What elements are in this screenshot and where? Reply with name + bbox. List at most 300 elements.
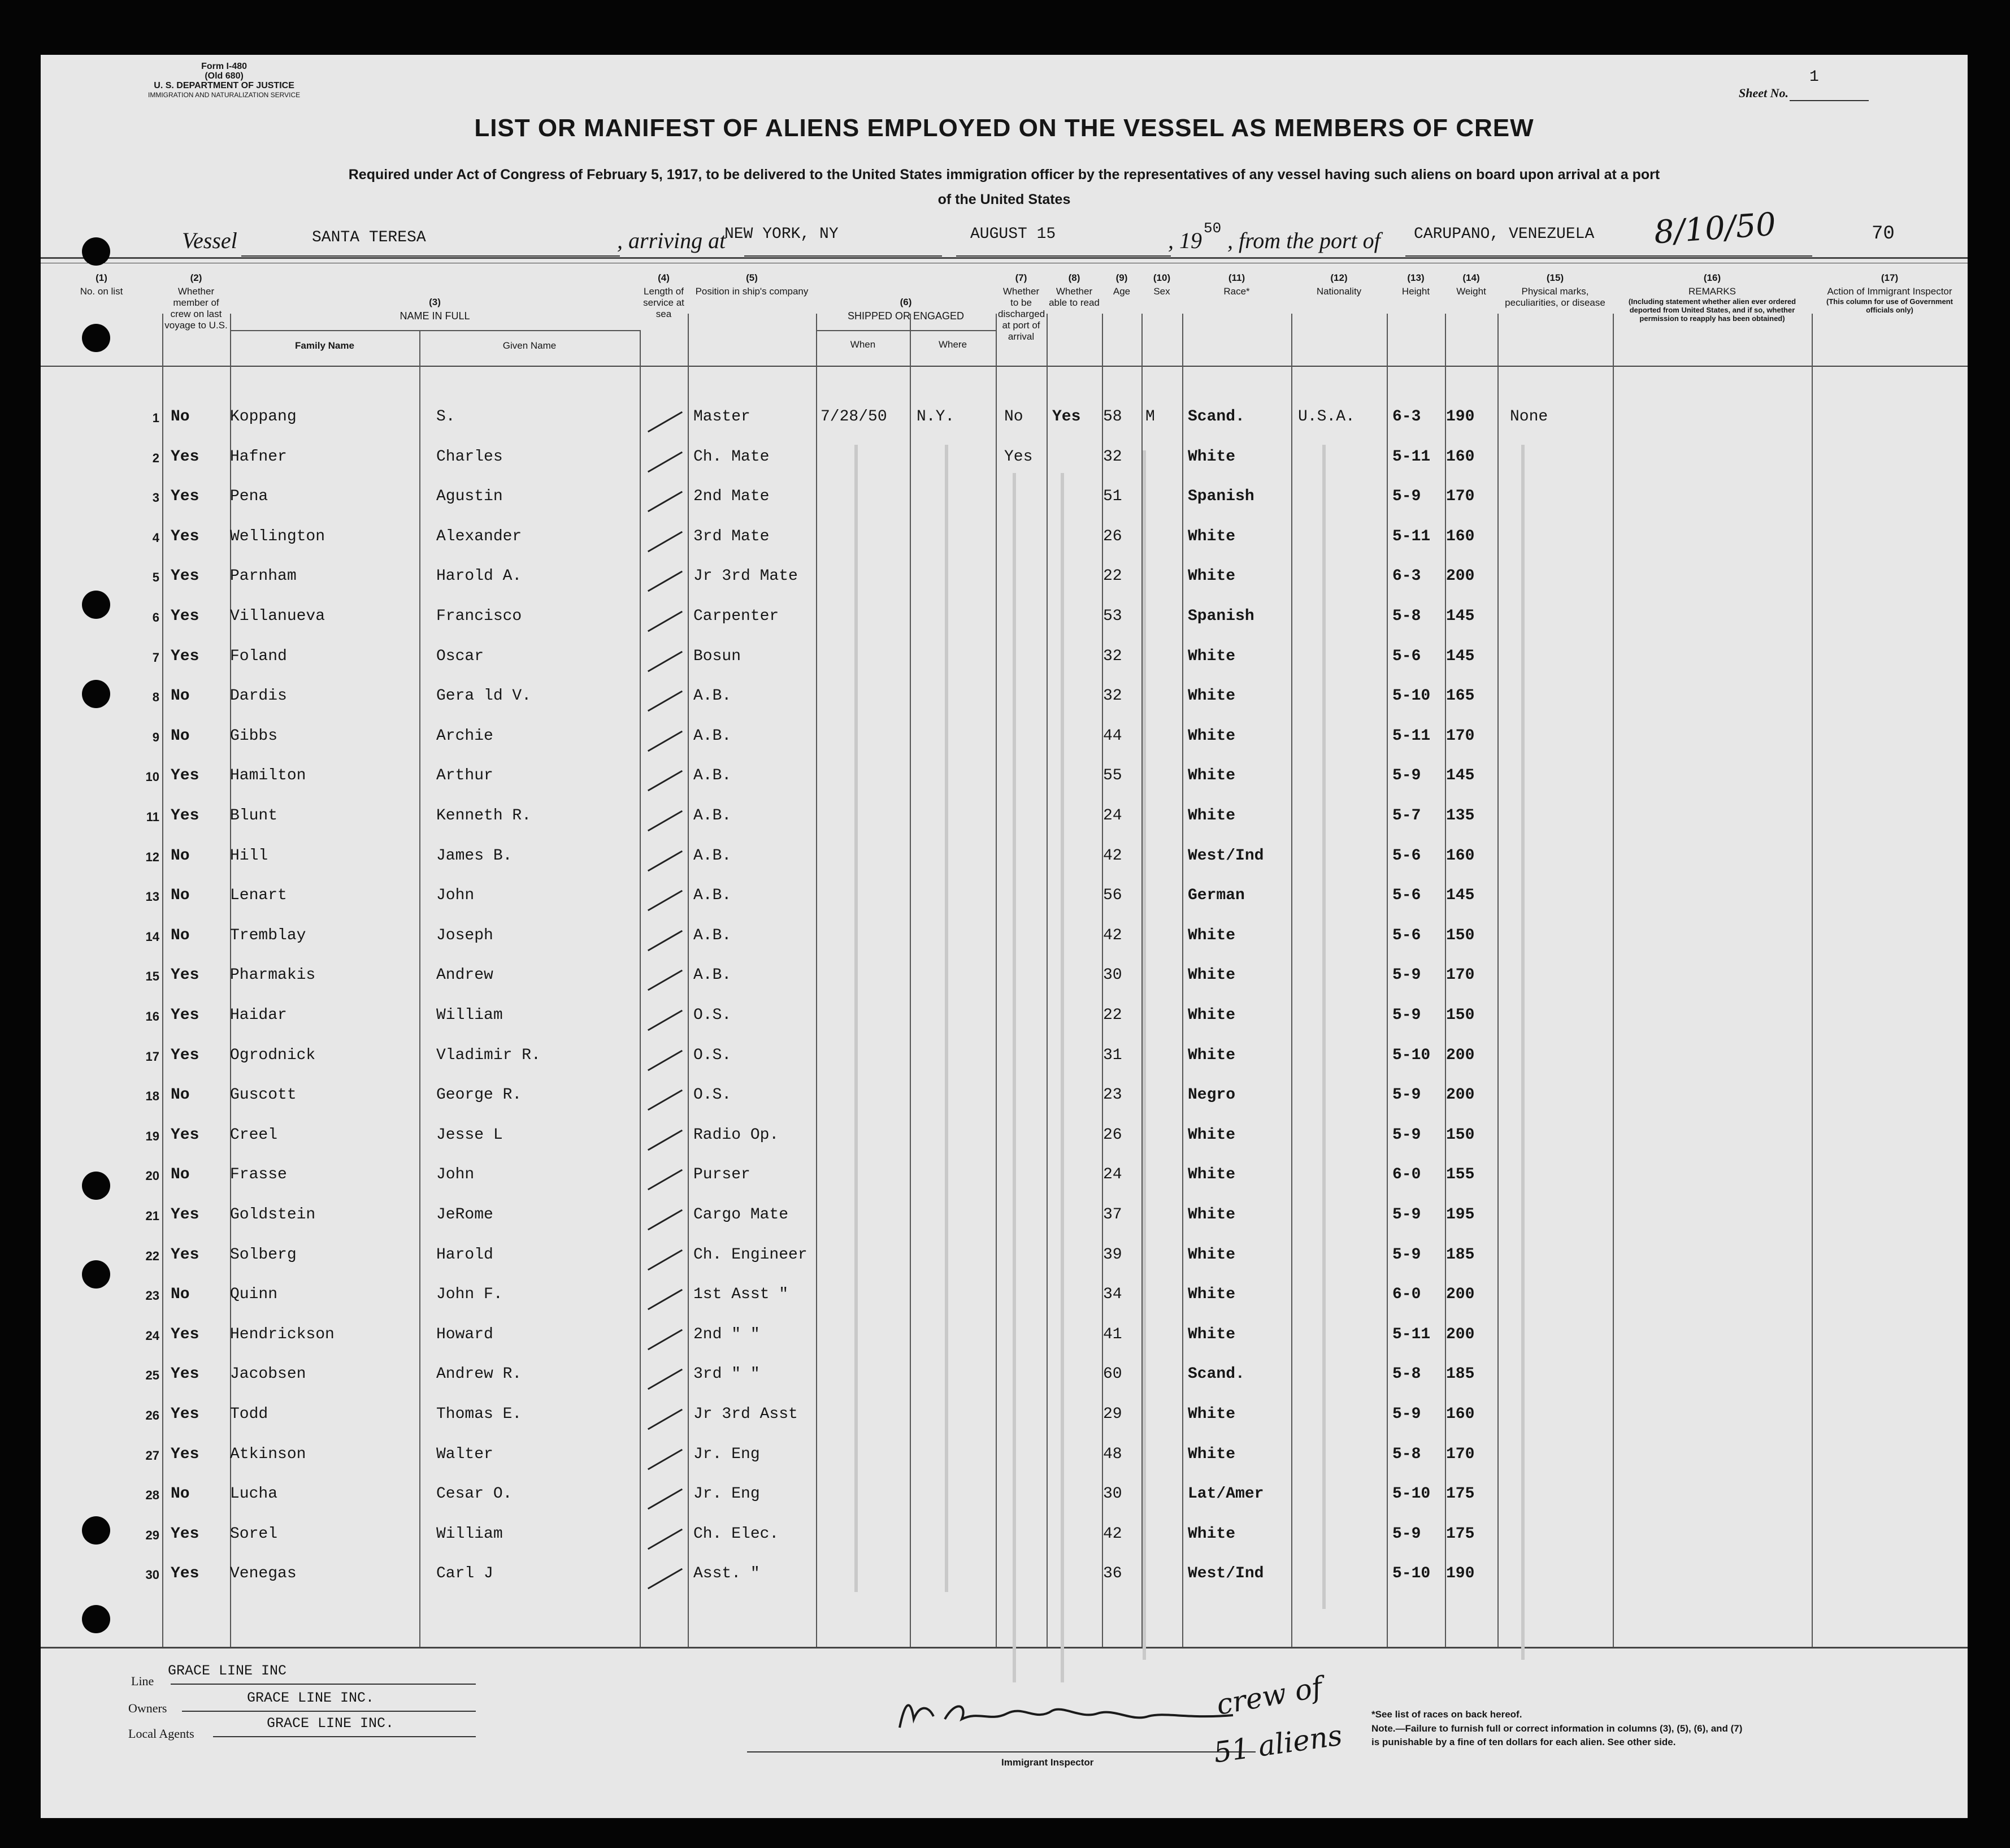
cell-no: 1 (152, 411, 159, 425)
cell-no: 8 (152, 690, 159, 705)
cell-weight: 150 (1446, 1007, 1475, 1024)
punch-hole (82, 1260, 110, 1289)
cell-family: Solberg (230, 1246, 297, 1264)
table-row (41, 1323, 1968, 1363)
cell-no: 4 (152, 530, 159, 545)
cell-race: West/Ind (1188, 1565, 1264, 1583)
agents-label: Local Agents (128, 1726, 194, 1741)
cell-weight: 185 (1446, 1246, 1475, 1264)
column-header (1447, 272, 1495, 297)
cell-race: White (1188, 448, 1236, 466)
cell-age: 22 (1103, 1007, 1122, 1024)
cell-race: White (1188, 1525, 1236, 1543)
vessel-name: SANTA TERESA (312, 229, 426, 246)
cell-position: O.S. (693, 1046, 732, 1064)
cell-no: 10 (145, 770, 159, 784)
handwritten-date: 8/10/50 (1652, 206, 1777, 251)
cell-weight: 170 (1446, 727, 1475, 745)
sheet-number: 1 (1809, 68, 1819, 86)
table-row (41, 1482, 1968, 1522)
cell-height: 5-11 (1392, 1325, 1431, 1343)
service-check-mark (648, 650, 683, 672)
owners-underline (182, 1711, 476, 1712)
table-row (41, 804, 1968, 844)
cell-marks: None (1510, 408, 1548, 426)
cell-height: 5-9 (1392, 767, 1421, 785)
column-label: Age (1113, 286, 1131, 297)
cell-family: Koppang (230, 408, 297, 426)
service-check-mark (648, 571, 683, 592)
service-check-mark (648, 1169, 683, 1191)
cell-family: Pharmakis (230, 966, 316, 984)
service-check-mark (648, 730, 683, 752)
cell-age: 44 (1103, 727, 1122, 745)
cell-height: 5-11 (1392, 527, 1431, 545)
column-number: (15) (1546, 272, 1564, 283)
name-subheader-line (230, 330, 640, 331)
cell-weight: 200 (1446, 1286, 1475, 1304)
cell-given: JeRome (436, 1206, 493, 1224)
cell-weight: 185 (1446, 1365, 1475, 1383)
column-label: Length of service at sea (643, 286, 684, 319)
column-header (1144, 272, 1180, 297)
cell-family: Parnham (230, 567, 297, 585)
column-number: (6) (900, 297, 912, 307)
cell-no: 12 (145, 849, 159, 864)
cell-race: White (1188, 1246, 1236, 1264)
sheet-number-line (1790, 100, 1869, 101)
cell-race: White (1188, 926, 1236, 944)
cell-no: 20 (145, 1169, 159, 1183)
year-suffix: 50 (1204, 220, 1222, 237)
form-number: Form I-480 (201, 62, 248, 71)
agents-value: GRACE LINE INC. (267, 1715, 394, 1732)
cell-race: White (1188, 767, 1236, 785)
cell-age: 37 (1103, 1206, 1122, 1224)
cell-family: Blunt (230, 807, 278, 825)
cell-prev: Yes (171, 527, 199, 545)
cell-height: 5-8 (1392, 608, 1421, 625)
cell-given: S. (436, 408, 455, 426)
cell-race: Spanish (1188, 608, 1254, 625)
owners-value: GRACE LINE INC. (247, 1690, 375, 1706)
cell-weight: 200 (1446, 567, 1475, 585)
cell-race: White (1188, 1325, 1236, 1343)
cell-weight: 145 (1446, 767, 1475, 785)
cell-family: Foland (230, 647, 287, 665)
service-check-mark (648, 1129, 683, 1151)
cell-no: 15 (145, 969, 159, 984)
column-number: (7) (1015, 272, 1027, 283)
cell-no: 9 (152, 730, 159, 744)
column-header (1615, 272, 1809, 323)
handwritten-alien-count: 51 aliens (1212, 1719, 1344, 1769)
arrival-date: AUGUST 15 (970, 225, 1056, 243)
service-check-mark (648, 970, 683, 991)
cell-race: West/Ind (1188, 847, 1264, 865)
cell-position: Ch. Elec. (693, 1525, 779, 1543)
cell-position: Jr. Eng (693, 1445, 760, 1463)
cell-family: Ogrodnick (230, 1046, 316, 1064)
service-check-mark (648, 611, 683, 632)
ditto-mark (1322, 445, 1326, 1609)
service-check-mark (648, 1489, 683, 1510)
cell-weight: 135 (1446, 807, 1475, 825)
cell-weight: 150 (1446, 1126, 1475, 1144)
ditto-mark (1143, 450, 1146, 1660)
service-check-mark (648, 1209, 683, 1231)
cell-no: 13 (145, 890, 159, 904)
cell-height: 5-10 (1392, 1485, 1431, 1503)
cell-position: O.S. (693, 1007, 732, 1024)
cell-height: 5-9 (1392, 1086, 1421, 1104)
cell-height: 5-9 (1392, 488, 1421, 506)
cell-given: Carl J (436, 1565, 493, 1583)
cell-prev: Yes (171, 567, 199, 585)
cell-height: 5-9 (1392, 1007, 1421, 1024)
cell-age: 30 (1103, 1485, 1122, 1503)
column-number: (14) (1462, 272, 1480, 283)
service-check-mark (648, 1010, 683, 1031)
table-row (41, 1522, 1968, 1563)
cell-age: 53 (1103, 608, 1122, 625)
cell-given: Andrew (436, 966, 493, 984)
cell-height: 5-9 (1392, 1525, 1421, 1543)
line-label: Line (131, 1674, 154, 1688)
cell-race: White (1188, 807, 1236, 825)
cell-weight: 165 (1446, 687, 1475, 705)
cell-discharged: No (1004, 408, 1023, 426)
column-header (818, 297, 993, 322)
column-number: (11) (1228, 272, 1245, 283)
cell-position: Radio Op. (693, 1126, 779, 1144)
cell-no: 24 (145, 1328, 159, 1343)
service-check-mark (648, 531, 683, 552)
cell-prev: Yes (171, 1565, 199, 1583)
cell-age: 55 (1103, 767, 1122, 785)
service-check-mark (648, 1329, 683, 1350)
cell-family: Villanueva (230, 608, 325, 625)
column-label: Height (1401, 286, 1430, 297)
cell-weight: 195 (1446, 1206, 1475, 1224)
cell-no: 2 (152, 450, 159, 465)
cell-position: Asst. " (693, 1565, 760, 1583)
table-row (41, 645, 1968, 685)
cell-given: Howard (436, 1325, 493, 1343)
cell-height: 6-0 (1392, 1286, 1421, 1304)
service-check-mark (648, 1528, 683, 1550)
column-header (1293, 272, 1384, 297)
cell-height: 5-11 (1392, 448, 1431, 466)
column-header (1500, 272, 1610, 309)
subtitle-line-1: Required under Act of Congress of February 5, 1917, to be delivered to the United States immigration officer by the representatives of any vessel having such aliens on board upon arrival at a port (348, 167, 1660, 183)
column-number: (8) (1068, 272, 1080, 283)
service-check-mark (648, 1448, 683, 1470)
column-header (642, 272, 685, 320)
cell-family: Venegas (230, 1565, 297, 1583)
cell-no: 26 (145, 1408, 159, 1422)
line-value: GRACE LINE INC (168, 1663, 287, 1679)
ditto-mark (854, 445, 858, 1592)
cell-when: 7/28/50 (821, 408, 887, 426)
cell-height: 5-6 (1392, 887, 1421, 905)
service-check-mark (648, 770, 683, 792)
cell-prev: No (171, 1166, 190, 1184)
cell-height: 5-7 (1392, 807, 1421, 825)
cell-given: Arthur (436, 767, 493, 785)
cell-family: Dardis (230, 687, 287, 705)
cell-race: White (1188, 527, 1236, 545)
cell-given: John (436, 887, 475, 905)
cell-height: 5-8 (1392, 1365, 1421, 1383)
table-row (41, 605, 1968, 645)
column-label: Sex (1153, 286, 1170, 297)
column-number: (10) (1153, 272, 1171, 283)
inspector-label: Immigrant Inspector (1001, 1757, 1094, 1768)
cell-given: Vladimir R. (436, 1046, 541, 1064)
service-check-mark (648, 810, 683, 832)
corner-note: 70 (1872, 223, 1895, 245)
column-header (43, 272, 160, 297)
column-number: (9) (1115, 272, 1128, 283)
cell-position: Jr. Eng (693, 1485, 760, 1503)
cell-age: 36 (1103, 1565, 1122, 1583)
cell-given: John (436, 1166, 475, 1184)
cell-family: Wellington (230, 527, 325, 545)
cell-age: 26 (1103, 527, 1122, 545)
column-label: Action of Immigrant Inspector (1827, 286, 1952, 297)
cell-position: A.B. (693, 727, 732, 745)
cell-given: Cesar O. (436, 1485, 513, 1503)
cell-age: 41 (1103, 1325, 1122, 1343)
ditto-mark (1061, 473, 1064, 1682)
cell-no: 11 (146, 810, 159, 824)
subheader-family: Family Name (295, 340, 354, 351)
cell-height: 5-11 (1392, 727, 1431, 745)
cell-family: Tremblay (230, 926, 306, 944)
cell-weight: 200 (1446, 1325, 1475, 1343)
cell-age: 32 (1103, 687, 1122, 705)
cell-weight: 200 (1446, 1046, 1475, 1064)
note-races: *See list of races on back hereof. (1371, 1709, 1522, 1720)
from-underline (1405, 255, 1812, 257)
cell-sex: M (1145, 408, 1155, 426)
column-header (1389, 272, 1443, 297)
note-penalty-2: is punishable by a fine of ten dollars for each alien. See other side. (1371, 1737, 1676, 1747)
column-label: REMARKS (1688, 286, 1736, 297)
cell-race: White (1188, 567, 1236, 585)
service-check-mark (648, 1289, 683, 1311)
cell-position: Jr 3rd Mate (693, 567, 798, 585)
punch-hole (82, 591, 110, 619)
service-check-mark (648, 890, 683, 912)
cell-prev: No (171, 847, 190, 865)
cell-position: A.B. (693, 887, 732, 905)
table-row (41, 1163, 1968, 1203)
cell-age: 56 (1103, 887, 1122, 905)
cell-no: 16 (145, 1009, 159, 1023)
column-label: Race* (1223, 286, 1250, 297)
cell-age: 32 (1103, 647, 1122, 665)
column-number: (12) (1330, 272, 1348, 283)
cell-given: Francisco (436, 608, 522, 625)
cell-height: 5-10 (1392, 1565, 1431, 1583)
cell-prev: No (171, 408, 190, 426)
cell-age: 58 (1103, 408, 1122, 426)
cell-given: James B. (436, 847, 513, 865)
cell-height: 6-3 (1392, 567, 1421, 585)
cell-race: White (1188, 1405, 1236, 1423)
subheader-given: Given Name (502, 340, 557, 351)
page-title: LIST OR MANIFEST OF ALIENS EMPLOYED ON THE VESSEL AS MEMBERS OF CREW (474, 114, 1534, 142)
service-check-mark (648, 1049, 683, 1071)
cell-no: 19 (145, 1129, 159, 1143)
cell-prev: Yes (171, 488, 199, 506)
column-label: Nationality (1316, 286, 1362, 297)
column-header (1049, 272, 1100, 309)
service-check-mark (648, 691, 683, 712)
column-label: No. on list (80, 286, 123, 297)
cell-race: White (1188, 1286, 1236, 1304)
cell-race: Scand. (1188, 408, 1245, 426)
cell-race: German (1188, 887, 1245, 905)
cell-weight: 175 (1446, 1485, 1475, 1503)
service-check-mark (648, 1568, 683, 1590)
ditto-mark (1521, 445, 1525, 1660)
column-number: (17) (1881, 272, 1899, 283)
cell-no: 7 (152, 650, 159, 665)
cell-race: White (1188, 647, 1236, 665)
cell-age: 23 (1103, 1086, 1122, 1104)
cell-age: 22 (1103, 567, 1122, 585)
cell-prev: Yes (171, 1246, 199, 1264)
cell-position: Master (693, 408, 750, 426)
line-underline (171, 1684, 476, 1685)
remarks-note: (Including statement whether alien ever ordered deported from United States, and if so, whether permission to reapply has been obtained) (1628, 297, 1796, 323)
cell-no: 28 (145, 1488, 159, 1503)
cell-position: A.B. (693, 807, 732, 825)
column-label: Physical marks, peculiarities, or disease (1505, 286, 1605, 308)
form-department: U. S. DEPARTMENT OF JUSTICE (154, 81, 294, 90)
table-row (41, 445, 1968, 485)
note-penalty-1: Note.—Failure to furnish full or correct information in columns (3), (5), (6), and (7) (1371, 1723, 1743, 1734)
cell-position: 2nd Mate (693, 488, 770, 506)
column-label: Position in ship's company (695, 286, 809, 297)
cell-prev: Yes (171, 448, 199, 466)
cell-no: 23 (145, 1289, 159, 1303)
cell-position: 2nd " " (693, 1325, 760, 1343)
punch-hole (82, 1516, 110, 1545)
cell-given: John F. (436, 1286, 503, 1304)
table-row (41, 405, 1968, 445)
cell-given: Harold A. (436, 567, 522, 585)
table-row (41, 1044, 1968, 1084)
inspector-signature (894, 1688, 1244, 1739)
cell-prev: Yes (171, 966, 199, 984)
cell-family: Haidar (230, 1007, 287, 1024)
cell-given: Andrew R. (436, 1365, 522, 1383)
cell-age: 26 (1103, 1126, 1122, 1144)
cell-height: 6-0 (1392, 1166, 1421, 1184)
table-row (41, 1363, 1968, 1403)
cell-given: Kenneth R. (436, 807, 532, 825)
cell-race: Lat/Amer (1188, 1485, 1264, 1503)
service-check-mark (648, 1409, 683, 1430)
cell-position: O.S. (693, 1086, 732, 1104)
column-number: (4) (658, 272, 670, 283)
cell-prev: No (171, 727, 190, 745)
column-number: (5) (746, 272, 758, 283)
cell-where: N.Y. (917, 408, 955, 426)
cell-prev: No (171, 1485, 190, 1503)
table-row (41, 1203, 1968, 1243)
column-label: Whether to be discharged at port of arrival (998, 286, 1045, 342)
cell-race: White (1188, 727, 1236, 745)
cell-weight: 170 (1446, 1445, 1475, 1463)
service-check-mark (648, 451, 683, 472)
form-service: IMMIGRATION AND NATURALIZATION SERVICE (148, 91, 301, 99)
table-row (41, 1083, 1968, 1123)
cell-prev: Yes (171, 608, 199, 625)
header-bottom-border (41, 366, 1968, 367)
service-check-mark (648, 850, 683, 871)
cell-weight: 150 (1446, 926, 1475, 944)
cell-no: 22 (145, 1248, 159, 1263)
cell-no: 29 (145, 1528, 159, 1542)
table-row (41, 1243, 1968, 1283)
punch-hole (82, 324, 110, 352)
cell-weight: 190 (1446, 1565, 1475, 1583)
cell-age: 39 (1103, 1246, 1122, 1264)
cell-given: Oscar (436, 647, 484, 665)
cell-prev: Yes (171, 1126, 199, 1144)
cell-no: 25 (145, 1368, 159, 1383)
cell-given: William (436, 1007, 503, 1024)
sheet-label: Sheet No. (1739, 86, 1788, 100)
cell-race: Scand. (1188, 1365, 1245, 1383)
cell-age: 32 (1103, 448, 1122, 466)
cell-discharged: Yes (1004, 448, 1033, 466)
cell-prev: Yes (171, 1405, 199, 1423)
cell-family: Hamilton (230, 767, 306, 785)
column-label: Whether member of crew on last voyage to U.S. (164, 286, 228, 331)
cell-position: Cargo Mate (693, 1206, 789, 1224)
punch-hole (82, 1172, 110, 1200)
table-row (41, 725, 1968, 765)
vessel-label: Vessel (182, 228, 237, 253)
from-label: , from the port of (1227, 228, 1380, 253)
owners-label: Owners (128, 1701, 167, 1715)
column-label: SHIPPED OR ENGAGED (847, 310, 965, 322)
cell-family: Creel (230, 1126, 278, 1144)
cell-race: White (1188, 966, 1236, 984)
cell-prev: No (171, 687, 190, 705)
column-number: (1) (95, 272, 107, 283)
column-header (164, 272, 228, 331)
cell-weight: 175 (1446, 1525, 1475, 1543)
form-old-number: (Old 680) (205, 71, 244, 81)
ditto-mark (1013, 473, 1016, 1682)
cell-position: Jr 3rd Asst (693, 1405, 798, 1423)
table-row (41, 684, 1968, 725)
arriving-port: NEW YORK, NY (724, 225, 839, 243)
cell-height: 5-10 (1392, 1046, 1431, 1064)
cell-age: 24 (1103, 1166, 1122, 1184)
shipped-subheader-line (816, 330, 996, 331)
cell-position: A.B. (693, 847, 732, 865)
cell-weight: 160 (1446, 448, 1475, 466)
cell-given: Alexander (436, 527, 522, 545)
